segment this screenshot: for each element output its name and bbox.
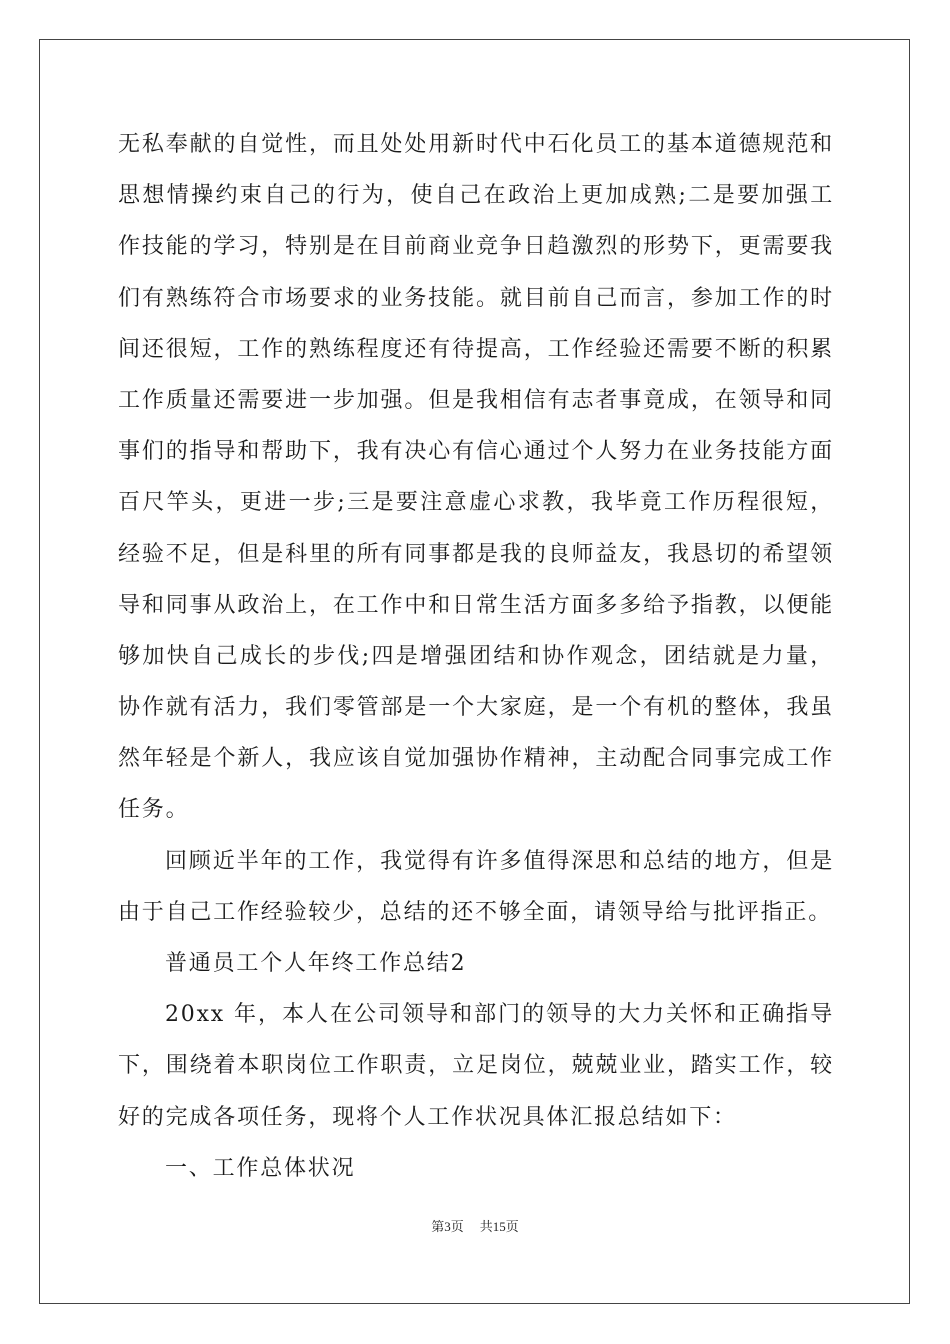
text-line: 思想情操约束自己的行为，使自己在政治上更加成熟;二是要加强工 <box>118 183 834 209</box>
text-line: 作技能的学习，特别是在目前商业竞争日趋激烈的形势下，更需要我 <box>118 234 834 260</box>
text-line: 由于自己工作经验较少，总结的还不够全面，请领导给与批评指正。 <box>118 899 833 925</box>
text-line: 任务。 <box>118 797 190 823</box>
text-line: 下，围绕着本职岗位工作职责，立足岗位，兢兢业业，踏实工作，较 <box>118 1053 834 1079</box>
paragraph-1 <box>118 125 834 842</box>
page-footer <box>0 1216 950 1235</box>
text-line: 好的完成各项任务，现将个人工作状况具体汇报总结如下： <box>118 1104 737 1130</box>
text-line: 无私奉献的自觉性，而且处处用新时代中石化员工的基本道德规范和 <box>118 132 834 157</box>
text-line: 然年轻是个新人，我应该自觉加强协作精神，主动配合同事完成工作 <box>118 746 834 772</box>
paragraph-2 <box>118 842 834 944</box>
subsection-title: 一、工作总体状况 <box>165 1155 356 1181</box>
section-heading: 普通员工个人年终工作总结2 <box>165 951 467 976</box>
text-line: 协作就有活力，我们零管部是一个大家庭，是一个有机的整体，我虽 <box>118 695 834 721</box>
text-line: 回顾近半年的工作，我觉得有许多值得深思和总结的地方，但是 <box>165 848 834 874</box>
page-number: 第3页 <box>431 1219 464 1234</box>
text-line: 们有熟练符合市场要求的业务技能。就目前自己而言，参加工作的时 <box>118 285 834 311</box>
text-line: 事们的指导和帮助下，我有决心有信心通过个人努力在业务技能方面 <box>118 439 834 465</box>
page-total: 共15页 <box>479 1219 519 1234</box>
text-line: 经验不足，但是科里的所有同事都是我的良师益友，我恳切的希望领 <box>118 541 834 567</box>
paragraph-3 <box>118 995 834 1149</box>
text-line: 间还很短，工作的熟练程度还有待提高，工作经验还需要不断的积累 <box>118 336 834 362</box>
document-body <box>118 125 834 1200</box>
text-line: 够加快自己成长的步伐;四是增强团结和协作观念，团结就是力量， <box>118 643 834 669</box>
text-line: 百尺竿头，更进一步;三是要注意虚心求教，我毕竟工作历程很短， <box>118 490 834 516</box>
text-line: 工作质量还需要进一步加强。但是我相信有志者事竟成，在领导和同 <box>118 387 834 413</box>
text-line: 导和同事从政治上，在工作中和日常生活方面多多给予指教，以便能 <box>118 592 834 618</box>
text-line: 20xx 年，本人在公司领导和部门的领导的大力关怀和正确指导 <box>165 1002 834 1028</box>
